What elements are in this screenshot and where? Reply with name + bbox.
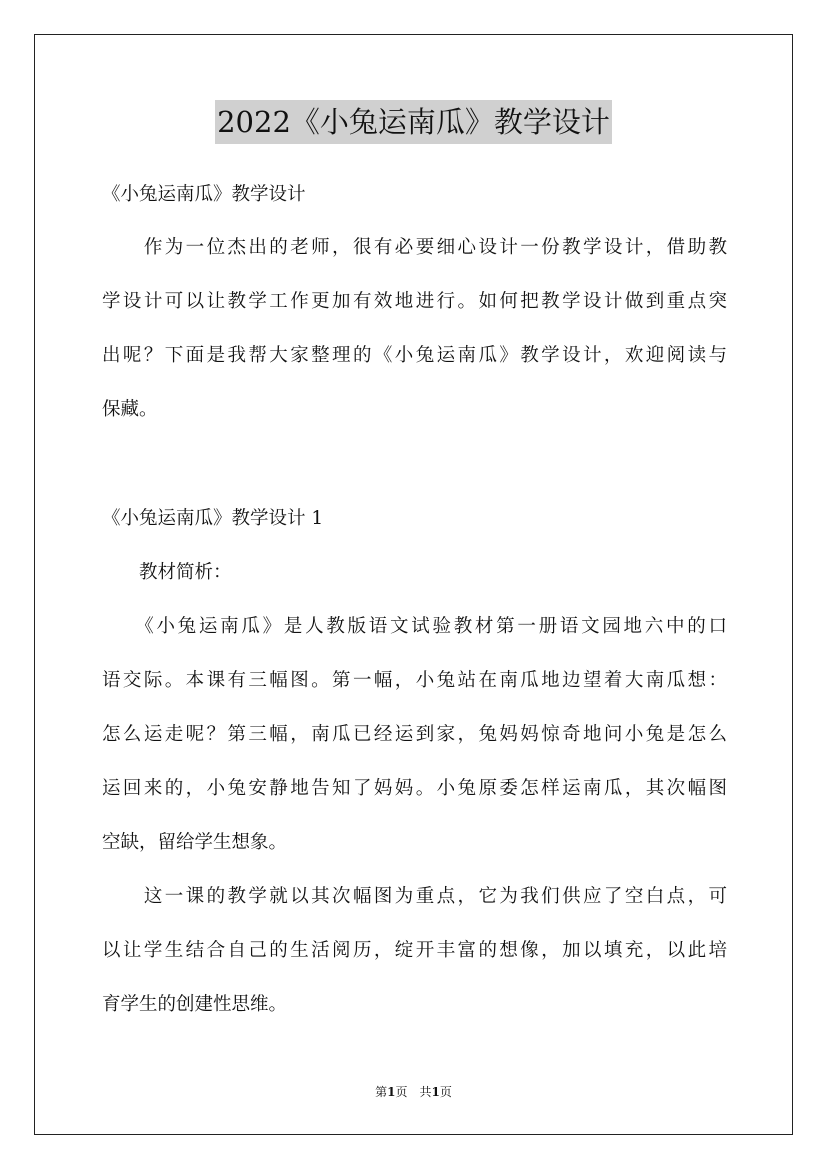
footer-page-number: 1 <box>387 1085 396 1099</box>
footer-page-suffix: 页 共 <box>395 1085 432 1099</box>
paragraph-line: 空缺，留给学生想象。 <box>102 832 288 853</box>
paragraph-line: 教材简析： <box>102 562 232 583</box>
document-title: 2022《小兔运南瓜》教学设计 <box>215 100 612 144</box>
paragraph-line: 学设计可以让教学工作更加有效地进行。如何把教学设计做到重点突 <box>102 291 727 312</box>
paragraph-line: 语交际。本课有三幅图。第一幅，小兔站在南瓜地边望着大南瓜想： <box>102 670 727 691</box>
paragraph-line: 《小兔运南瓜》是人教版语文试验教材第一册语文园地六中的口 <box>102 616 727 637</box>
paragraph-line: 保藏。 <box>102 399 158 420</box>
paragraph-line: 怎么运走呢？第三幅，南瓜已经运到家，兔妈妈惊奇地问小兔是怎么 <box>102 724 727 745</box>
paragraph-line: 这一课的教学就以其次幅图为重点，它为我们供应了空白点，可 <box>102 886 727 907</box>
footer-total-number: 1 <box>431 1085 440 1099</box>
paragraph-line: 作为一位杰出的老师，很有必要细心设计一份教学设计，借助教 <box>102 237 727 258</box>
page-footer <box>0 1084 827 1100</box>
title-container <box>0 100 827 144</box>
section-heading: 《小兔运南瓜》教学设计 1 <box>102 508 324 529</box>
paragraph-line: 运回来的，小兔安静地告知了妈妈。小兔原委怎样运南瓜，其次幅图 <box>102 778 727 799</box>
paragraph-line: 育学生的创建性思维。 <box>102 994 288 1015</box>
subtitle-line: 《小兔运南瓜》教学设计 <box>102 184 306 205</box>
paragraph-line: 以让学生结合自己的生活阅历，绽开丰富的想像，加以填充，以此培 <box>102 940 727 961</box>
footer-total-suffix: 页 <box>439 1085 452 1099</box>
paragraph-line: 出呢？下面是我帮大家整理的《小兔运南瓜》教学设计，欢迎阅读与 <box>102 345 727 366</box>
footer-page-prefix: 第 <box>375 1085 388 1099</box>
